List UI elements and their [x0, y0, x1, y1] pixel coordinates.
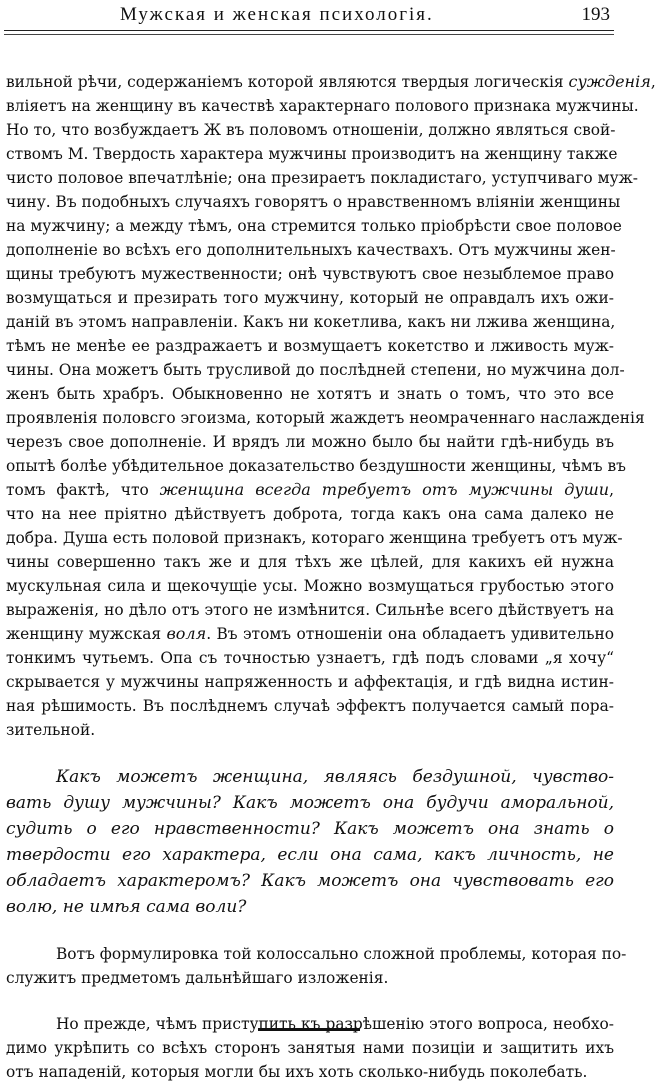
running-title: Мужская и женская психологія. [120, 4, 434, 25]
page-body [6, 70, 656, 1084]
text-segment: ная рѣшимость. Въ послѣднемъ случаѣ эффектъ получается самый пора- [6, 697, 614, 715]
text-segment: чину. Въ подобныхъ случаяхъ говорятъ о нравственномъ вліяніи женщины [6, 193, 621, 211]
text-line [6, 718, 614, 742]
header-rule [4, 30, 614, 31]
paragraph-gap [6, 920, 614, 942]
header-rule-thin [4, 34, 614, 35]
text-segment: добра. Душа есть половой признакъ, котораго женщина требуетъ отъ муж- [6, 529, 623, 547]
text-line [6, 262, 614, 286]
text-segment: женщину мужская [6, 625, 167, 643]
text-segment: на мужчину; а между тѣмъ, она стремится только пріобрѣсти свое половое [6, 217, 622, 235]
italic-line: волю, не имѣя сама воли? [6, 897, 247, 917]
text-line [6, 70, 656, 94]
text-line [6, 118, 614, 142]
italic-line: Какъ можетъ женщина, являясь бездушной, чувство- [56, 767, 614, 787]
text-line [6, 694, 614, 718]
text-segment: скрывается у мужчины напряженность и аффектація, и гдѣ видна истин- [6, 673, 614, 691]
text-line [6, 358, 625, 382]
text-line [6, 214, 622, 238]
text-segment: зительной. [6, 721, 96, 739]
footer-rule [258, 1028, 360, 1031]
text-line: служитъ предметомъ дальнѣйшаго изложенія. [6, 969, 389, 987]
text-line [6, 454, 626, 478]
text-segment: тонкимъ чутьемъ. Опа съ точностью узнаетъ, гдѣ подъ словами „я хочу“ [6, 649, 614, 667]
emphasis-segment: сужденія [568, 72, 651, 91]
text-line [6, 502, 614, 526]
text-line: димо укрѣпить со всѣхъ сторонъ занятыя нами позиціи и защитить ихъ [6, 1039, 614, 1057]
text-line [6, 334, 614, 358]
paragraph-3 [6, 1012, 614, 1084]
text-segment: , [609, 481, 614, 499]
italic-line: обладаетъ характеромъ? Какъ можетъ она чувствовать его [6, 871, 614, 891]
text-segment: . Въ этомъ отношеніи она обладаетъ удивительно [206, 625, 615, 643]
text-line [6, 310, 614, 334]
text-line [6, 598, 614, 622]
text-line [6, 382, 614, 406]
text-line [6, 142, 618, 166]
text-line [6, 526, 623, 550]
text-segment: черезъ свое дополненіе. И врядъ ли можно было бы найти гдѣ-нибудь въ [6, 433, 614, 451]
text-line [6, 670, 614, 694]
emphasis-segment: воля [166, 624, 207, 643]
text-segment: Но то, что возбуждаетъ Ж въ половомъ отношеніи, должно являться свой- [6, 121, 616, 139]
paragraph-1 [6, 70, 656, 742]
italic-line: твердости его характера, если она сама, какъ личность, не [6, 845, 614, 865]
text-segment: , [650, 73, 656, 91]
text-line [6, 646, 614, 670]
text-line [6, 550, 614, 574]
text-line: отъ нападеній, которыя могли бы ихъ хоть сколько-нибудь поколебать. [6, 1063, 588, 1081]
paragraph-gap [6, 742, 614, 764]
text-segment: вильной рѣчи, содержаніемъ которой являются твердыя логическія [6, 73, 569, 91]
text-segment: дополненіе во всѣхъ его дополнительныхъ качествахъ. Отъ мужчины жен- [6, 241, 616, 259]
page-header [0, 0, 620, 30]
text-segment: томъ фактѣ, что [6, 481, 160, 499]
text-line [6, 406, 645, 430]
text-line: Вотъ формулировка той колоссально сложной проблемы, которая по- [56, 945, 627, 963]
text-line [6, 622, 614, 646]
text-segment: тѣмъ не менѣе ее раздражаетъ и возмущаетъ кокетство и лживость муж- [6, 337, 614, 355]
text-segment: чины совершенно такъ же и для тѣхъ же цѣлей, для какихъ ей нужна [6, 553, 614, 571]
text-segment: женъ быть храбръ. Обыкновенно не хотятъ и знать о томъ, что это все [6, 385, 614, 403]
text-segment: вліяетъ на женщину въ качествѣ характернаго полового признака мужчины. [6, 97, 639, 115]
italic-paragraph [6, 764, 614, 920]
text-segment: что на нее пріятно дѣйствуетъ доброта, тогда какъ она сама далеко не [6, 505, 614, 523]
page-number: 193 [581, 4, 610, 25]
text-line [6, 574, 614, 598]
italic-line: вать душу мужчины? Какъ можетъ она будучи аморальной, [6, 793, 614, 813]
text-line [6, 430, 614, 454]
text-segment: проявленія половсго эгоизма, который жаждетъ неомраченнаго наслажденія [6, 409, 645, 427]
text-segment: выраженія, но дѣло отъ этого не измѣнится. Сильнѣе всего дѣйствуетъ на [6, 601, 614, 619]
text-segment: возмущаться и презирать того мужчину, который не оправдалъ ихъ ожи- [6, 289, 614, 307]
text-line [6, 94, 639, 118]
text-line [6, 238, 614, 262]
text-line [6, 286, 614, 310]
text-line [6, 478, 614, 502]
text-segment: чисто половое впечатлѣніе; она презираетъ покладистаго, уступчиваго муж- [6, 169, 638, 187]
text-segment: опытѣ болѣе убѣдительное доказательство бездушности женщины, чѣмъ въ [6, 457, 626, 475]
text-segment: чины. Она можетъ быть трусливой до послѣдней степени, но мужчина дол- [6, 361, 625, 379]
emphasis-segment: женщина всегда требуетъ отъ мужчины души [159, 480, 610, 499]
text-line [6, 190, 621, 214]
text-line: Но прежде, чѣмъ приступить къ разрѣшенію этого вопроса, необхо- [56, 1015, 614, 1033]
paragraph-2 [6, 942, 627, 990]
text-segment: даній въ этомъ направленіи. Какъ ни кокетлива, какъ ни лжива женщина, [6, 313, 616, 331]
italic-line: судить о его нравственности? Какъ можетъ она знать о [6, 819, 614, 839]
paragraph-gap [6, 990, 614, 1012]
text-segment: ствомъ М. Твердость характера мужчины производитъ на женщину также [6, 145, 618, 163]
text-segment: мускульная сила и щекочущіе усы. Можно возмущаться грубостью этого [6, 577, 614, 595]
text-line [6, 166, 638, 190]
text-segment: щины требуютъ мужественности; онѣ чувствуютъ свое незыблемое право [6, 265, 614, 283]
